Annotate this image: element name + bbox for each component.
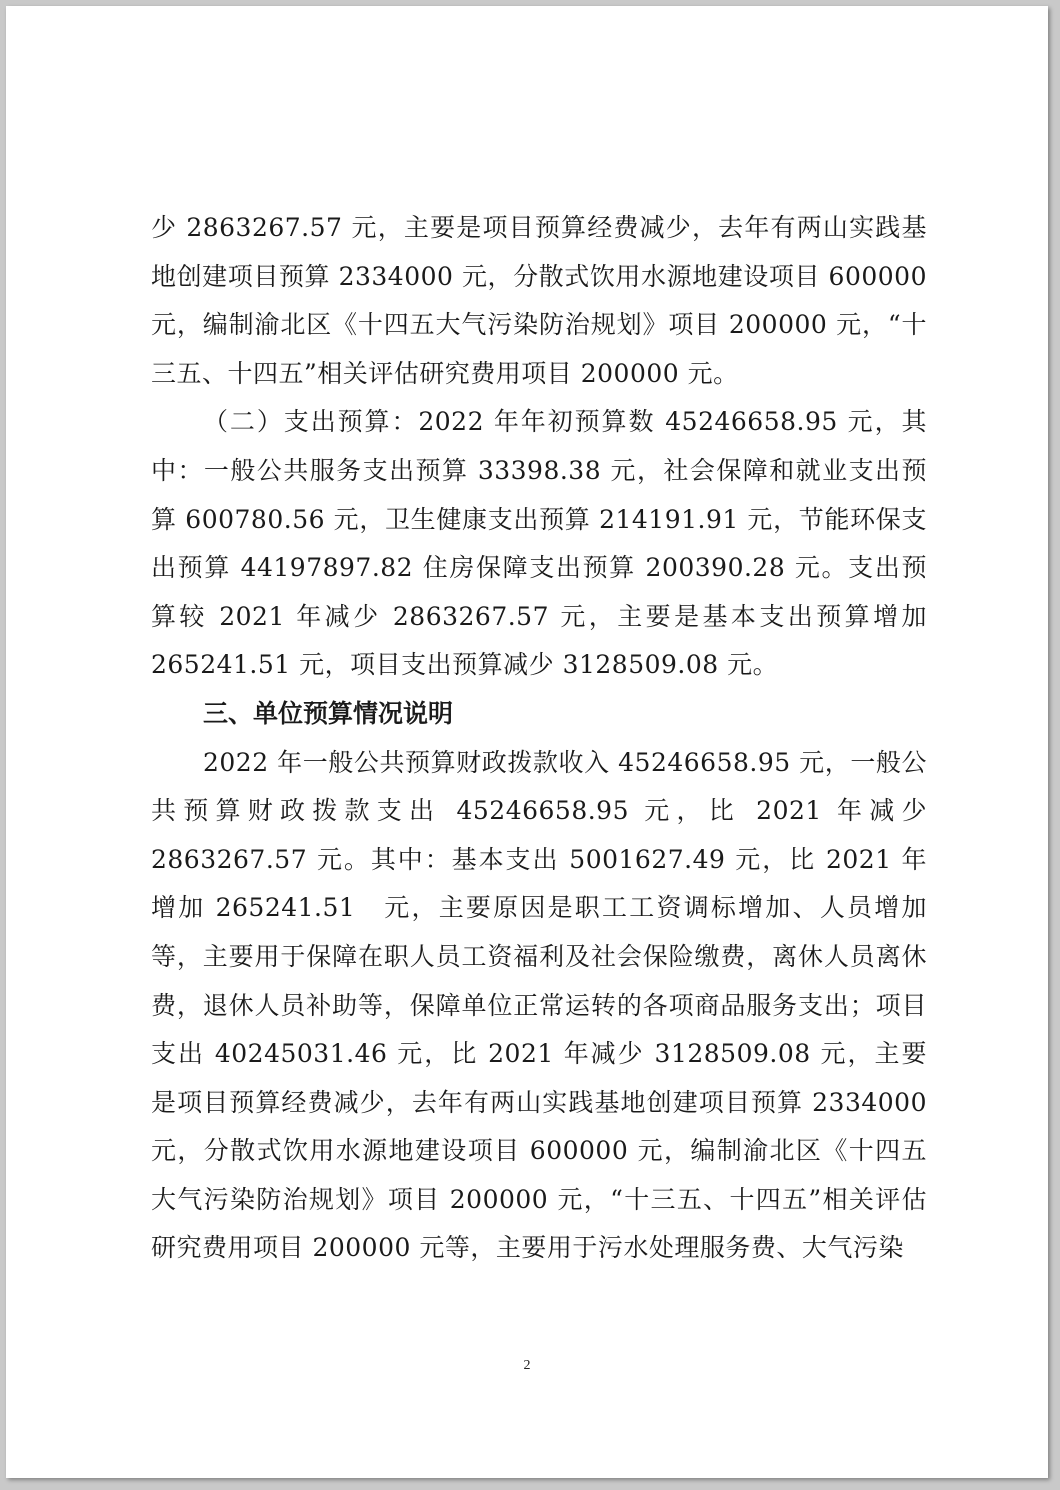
document-body (151, 204, 927, 1273)
paragraph-expenditure-budget: （二）支出预算：2022 年年初预算数 45246658.95 元，其中：一般公共服务支出预算 33398.38 元，社会保障和就业支出预算 600780.56 元，卫生健康支出预算 214191.91 元，节能环保支出预算 44197897.82 住房保障支出预算 200390.28 元。支出预算较 2021 年减少 2863267.57 元，主要是基本支出预算增加 265241.51 元，项目支出预算减少 3128509.08 元。 (151, 407, 927, 680)
page-number: 2 (523, 1358, 531, 1373)
document-page (6, 6, 1048, 1478)
section-heading: 三、单位预算情况说明 (203, 698, 454, 728)
paragraph-unit-budget: 2022 年一般公共预算财政拨款收入 45246658.95 元，一般公共预算财政拨款支出 45246658.95 元，比 2021 年减少 2863267.57 元。其中：基本支出 5001627.49 元，比 2021 年增加 265241.51 元，主要原因是职工工资调标增加、人员增加等，主要用于保障在职人员工资福利及社会保险缴费，离休人员离休费，退休人员补助等，保障单位正常运转的各项商品服务支出；项目支出 40245031.46 元，比 2021 年减少 3128509.08 元，主要是项目预算经费减少，去年有两山实践基地创建项目预算 2334000 元，分散式饮用水源地建设项目 600000 元，编制渝北区《十四五大气污染防治规划》项目 200000 元，“十三五、十四五”相关评估研究费用项目 200000 元等，主要用于污水处理服务费、大气污染 (151, 747, 927, 1263)
paragraph-revenue-continued: 少 2863267.57 元，主要是项目预算经费减少，去年有两山实践基地创建项目预算 2334000 元，分散式饮用水源地建设项目 600000 元，编制渝北区《十四五大气污染防治规划》项目 200000 元，“十三五、十四五”相关评估研究费用项目 200000 元。 (151, 213, 927, 388)
